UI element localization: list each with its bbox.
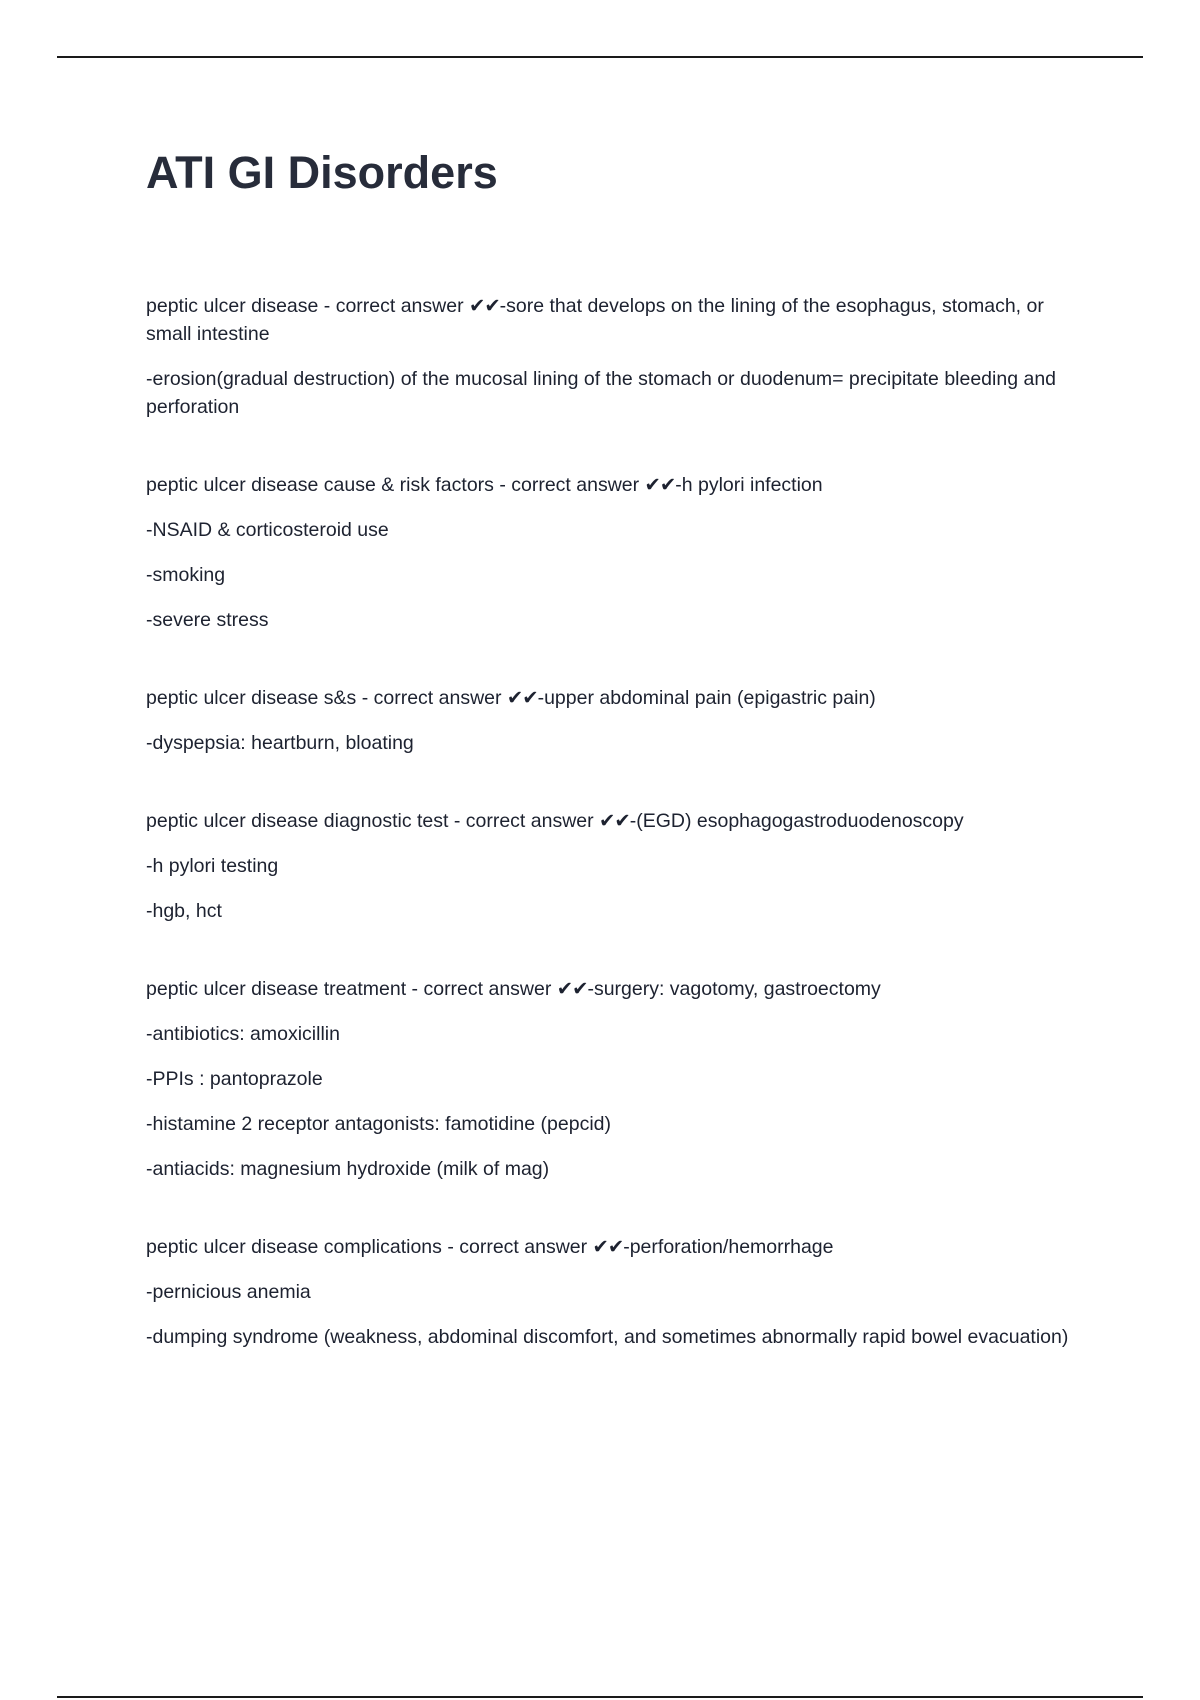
entry-separator: - correct answer — [406, 978, 557, 1000]
bottom-rule — [57, 1696, 1143, 1698]
entry-answer: -surgery: vagotomy, gastroectomy — [587, 978, 881, 1000]
entry-term: peptic ulcer disease complications — [146, 1236, 442, 1258]
entry-cause-risk-factors — [146, 471, 1086, 634]
entry-answer: -(EGD) esophagogastroduodenoscopy — [629, 810, 964, 832]
entry-term: peptic ulcer disease diagnostic test — [146, 810, 449, 832]
entry-peptic-ulcer-disease — [146, 292, 1086, 421]
entry-heading-line — [146, 807, 1086, 835]
entry-detail-line: -erosion(gradual destruction) of the mucosal lining of the stomach or duodenum= precipitate bleeding and perforation — [146, 368, 1057, 418]
entry-answer: -h pylori infection — [675, 474, 823, 496]
check-mark-icon: ✔✔ — [592, 1235, 624, 1258]
document-title: ATI GI Disorders — [146, 147, 498, 198]
check-mark-icon: ✔✔ — [599, 809, 630, 832]
entry-heading-line — [146, 1233, 1086, 1261]
entry-treatment — [146, 975, 1086, 1183]
entry-separator: - correct answer — [318, 295, 469, 317]
entry-term: peptic ulcer disease treatment — [146, 978, 407, 1000]
entry-detail-line: -smoking — [146, 564, 226, 586]
entry-separator: - correct answer — [493, 474, 645, 496]
entry-heading-line — [146, 684, 1086, 712]
check-mark-icon: ✔✔ — [506, 686, 538, 709]
entry-detail-line: -dyspepsia: heartburn, bloating — [146, 732, 414, 754]
entry-detail-line: -PPIs : pantoprazole — [146, 1068, 323, 1090]
entry-detail-line: -antibiotics: amoxicillin — [146, 1023, 340, 1045]
entry-term: peptic ulcer disease s&s — [146, 687, 357, 709]
entry-separator: - correct answer — [356, 687, 507, 709]
entry-complications — [146, 1233, 1086, 1351]
check-mark-icon: ✔✔ — [556, 977, 588, 1000]
check-mark-icon: ✔✔ — [468, 294, 500, 317]
entry-heading-line — [146, 471, 1086, 499]
entry-diagnostic-test — [146, 807, 1086, 925]
entry-signs-symptoms — [146, 684, 1086, 757]
entry-heading-line — [146, 975, 1086, 1003]
top-rule — [57, 56, 1143, 58]
entries-list — [146, 292, 1086, 1401]
entry-detail-line: -histamine 2 receptor antagonists: famotidine (pepcid) — [146, 1113, 611, 1135]
entry-detail-line: -antiacids: magnesium hydroxide (milk of mag) — [146, 1158, 550, 1180]
entry-detail-line: -severe stress — [146, 609, 269, 631]
entry-detail-line: -dumping syndrome (weakness, abdominal discomfort, and sometimes abnormally rapid bowel evacuation) — [146, 1326, 1069, 1348]
entry-separator: - correct answer — [448, 810, 600, 832]
entry-detail-line: -NSAID & corticosteroid use — [146, 519, 389, 541]
entry-detail-line: -h pylori testing — [146, 855, 279, 877]
entry-answer: -sore that develops on the lining of the esophagus, stomach, or small intestine — [146, 295, 1044, 345]
entry-term: peptic ulcer disease cause & risk factors — [146, 474, 494, 496]
entry-detail-line: -hgb, hct — [146, 900, 222, 922]
check-mark-icon: ✔✔ — [644, 473, 676, 496]
entry-answer: -perforation/hemorrhage — [623, 1236, 834, 1258]
entry-term: peptic ulcer disease — [146, 295, 319, 317]
entry-separator: - correct answer — [441, 1236, 593, 1258]
entry-heading-line — [146, 292, 1086, 348]
entry-answer: -upper abdominal pain (epigastric pain) — [537, 687, 876, 709]
entry-detail-line: -pernicious anemia — [146, 1281, 311, 1303]
